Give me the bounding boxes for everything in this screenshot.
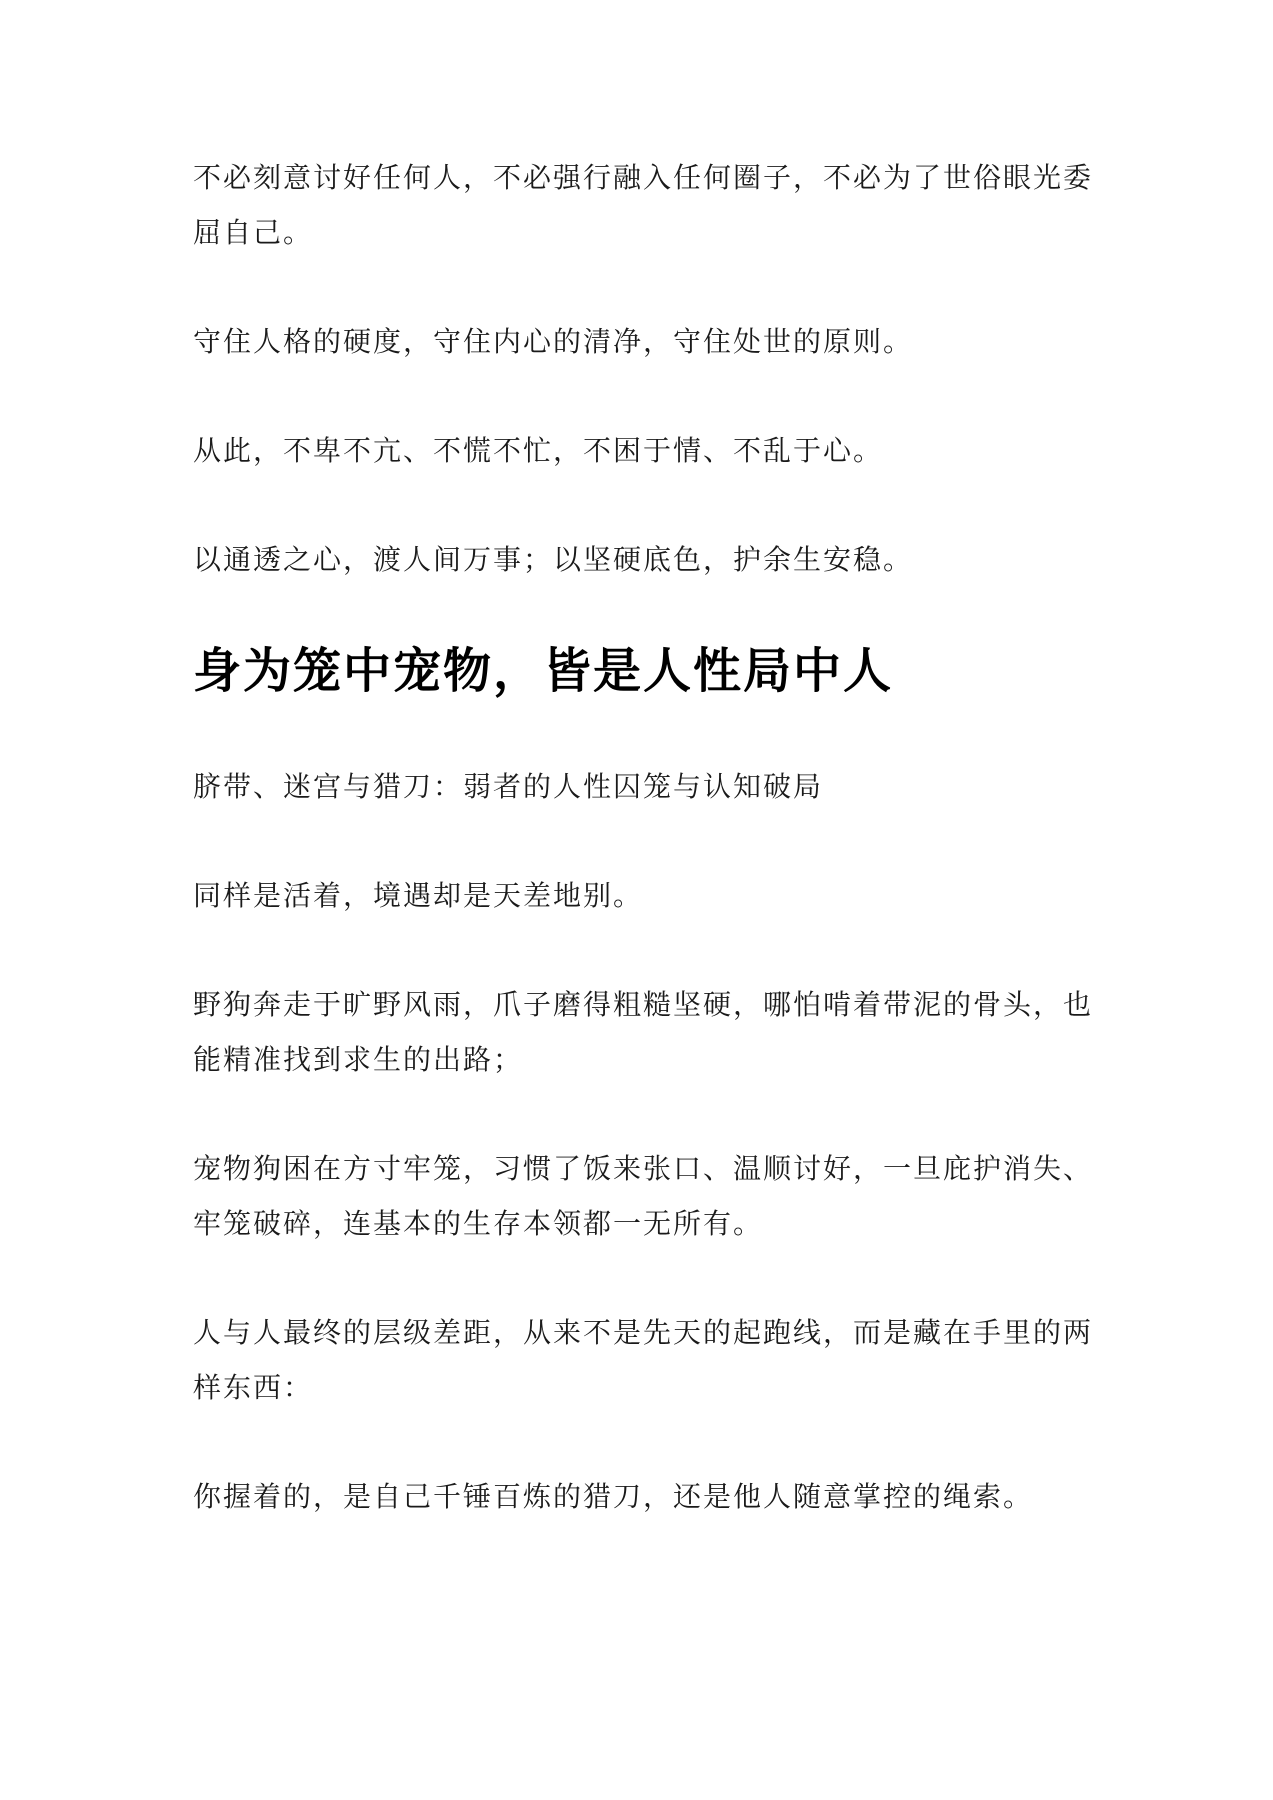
paragraph: 不必刻意讨好任何人，不必强行融入任何圈子，不必为了世俗眼光委屈自己。 [193,161,1094,249]
paragraph: 人与人最终的层级差距，从来不是先天的起跑线，而是藏在手里的两样东西： [193,1316,1094,1404]
document-body [193,150,1093,1578]
paragraph: 你握着的，是自己千锤百炼的猎刀，还是他人随意掌控的绳索。 [193,1480,1034,1513]
paragraph: 守住人格的硬度，守住内心的清净，守住处世的原则。 [193,325,914,358]
paragraph: 宠物狗困在方寸牢笼，习惯了饭来张口、温顺讨好，一旦庇护消失、牢笼破碎，连基本的生存本领都一无所有。 [193,1152,1094,1240]
paragraph: 野狗奔走于旷野风雨，爪子磨得粗糙坚硬，哪怕啃着带泥的骨头，也能精准找到求生的出路； [193,988,1094,1076]
paragraph: 从此，不卑不亢、不慌不忙，不困于情、不乱于心。 [193,434,884,467]
section-heading: 身为笼中宠物，皆是人性局中人 [193,643,894,699]
paragraph: 以通透之心，渡人间万事；以坚硬底色，护余生安稳。 [193,543,914,576]
subtitle-paragraph: 脐带、迷宫与猎刀：弱者的人性囚笼与认知破局 [193,770,824,803]
paragraph: 同样是活着，境遇却是天差地别。 [193,879,644,912]
